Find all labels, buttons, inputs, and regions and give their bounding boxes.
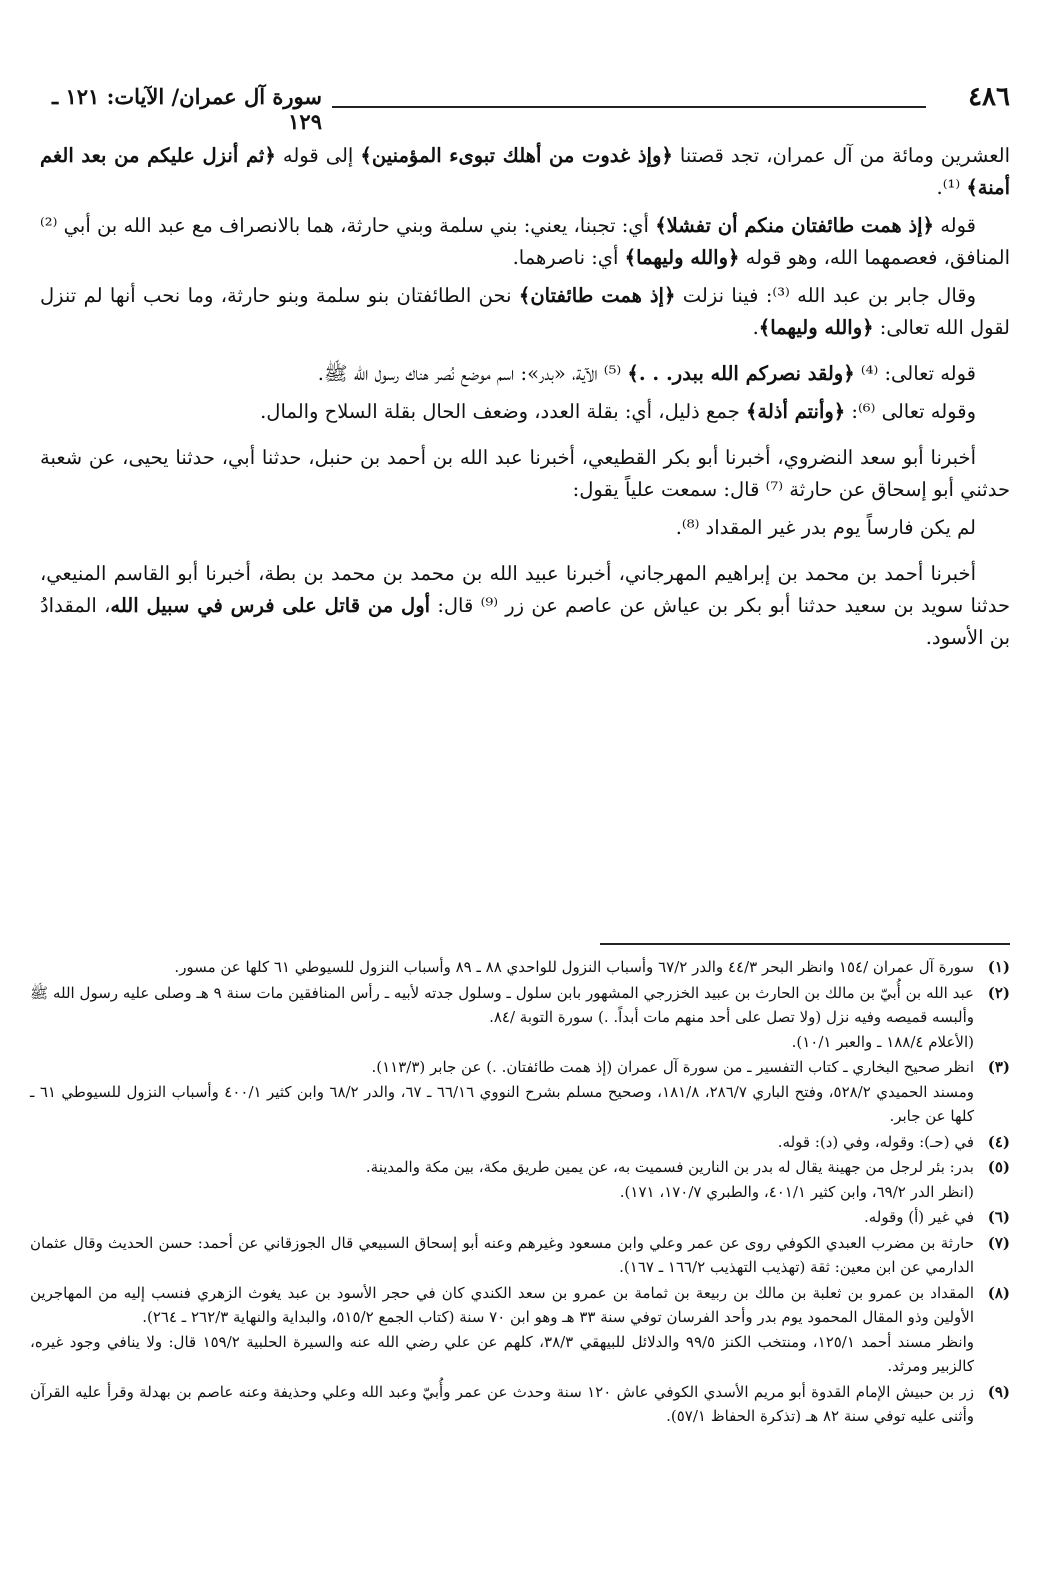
footnote-number: (٨) (987, 1283, 1010, 1302)
footnote-text: في غير (أ) وقوله. (863, 1208, 974, 1226)
footnote-2 (30, 981, 1010, 1055)
footnote-text: زر بن حبيش الإمام القدوة أبو مريم الأسدي الكوفي عاش ١٢٠ سنة وحدث عن عمر وأُبيّ وعبد الله وعلي وحذيفة وعنه عاصم بن بهدلة وقرأ عليه القرآن وأثنى عليه توفي سنة ٨٢ هـ (تذكرة الحفاظ ٥٧/١). (30, 1382, 974, 1425)
footnote-6 (30, 1205, 1010, 1230)
paragraph-7: لم يكن فارساً يوم بدر غير المقداد ⁽⁸⁾. (675, 516, 976, 539)
footnote-number: (٩) (987, 1382, 1010, 1401)
highlighted-saying: أول من قاتل على فرس في سبيل الله (110, 594, 431, 617)
footnote-text: وانظر مسند أحمد ١٢٥/١، ومنتخب الكنز ٩٩/٥ والدلائل للبيهقي ٣٨/٣، كلهم عن علي رضي الله عنه والسيرة الحلبية ١٥٩/٢ قال: ولا ينافي وجود غيره، كالزبير ومرثد. (30, 1332, 974, 1375)
paragraph-5: وقوله تعالى ⁽⁶⁾: ﴿وأنتم أذلة﴾ جمع ذليل، أي: بقلة العدد، وضعف الحال بقلة السلاح والمال. (260, 400, 976, 423)
footnote-8 (30, 1281, 1010, 1379)
quran-verse: ﴿وأنتم أذلة﴾ (745, 400, 846, 423)
paragraph-1: العشرين ومائة من آل عمران، تجد قصتنا ﴿وإذ غدوت من أهلك تبوىء المؤمنين﴾ إلى قوله ﴿ثم أنزل عليكم من بعد الغم أمنة﴾ ⁽¹⁾. (40, 144, 1011, 199)
footnote-number: (٧) (987, 1233, 1010, 1252)
paragraph-2: قوله ﴿إذ همت طائفتان منكم أن تفشلا﴾ أي: تجبنا، يعني: بني سلمة وبني حارثة، هما بالانصراف مع عبد الله بن أبي ⁽²⁾ المنافق، فعصمهما الله، وهو قوله ﴿والله وليهما﴾ أي: ناصرهما. (40, 214, 1010, 269)
footnote-3 (30, 1055, 1010, 1129)
main-text (40, 140, 1010, 660)
footnote-1 (30, 955, 1010, 980)
quran-verse: ﴿ولقد نصركم الله ببدر. . .﴾ (627, 362, 855, 385)
header-rule (332, 106, 926, 108)
footnote-7 (30, 1231, 1010, 1280)
page-number: ٤٨٦ (968, 82, 1010, 112)
footnote-9 (30, 1380, 1010, 1429)
footnote-number: (٢) (987, 983, 1010, 1002)
paragraph-8: أخبرنا أحمد بن محمد بن إبراهيم المهرجاني، أخبرنا عبيد الله بن محمد بن محمد بن بطة، أخبرنا أبو القاسم المنيعي، حدثنا سويد بن سعيد حدثنا أبو بكر بن عياش عن عاصم عن زر ⁽⁹⁾ قال: أول من قاتل على فرس في سبيل الله، المقدادُ بن الأسود. (40, 562, 1010, 649)
footnote-number: (٥) (987, 1158, 1010, 1176)
quran-verse: ﴿ثم أنزل عليكم من بعد الغم أمنة﴾ (40, 144, 1010, 199)
quran-verse: ﴿والله وليهما﴾ (758, 316, 874, 339)
quran-verse: ﴿والله وليهما﴾ (624, 246, 740, 269)
footnote-rule (600, 943, 1010, 945)
running-title: سورة آل عمران/ الآيات: ١٢١ ـ ١٢٩ (52, 84, 322, 134)
footnote-text: بدر: بئر لرجل من جهينة يقال له بدر بن النارين فسميت به، عن يمين طريق مكة، بين مكة والمدينة. (365, 1158, 974, 1176)
paragraph-4: قوله تعالى: ⁽⁴⁾ ﴿ولقد نصركم الله ببدر. . .﴾ ⁽⁵⁾ الآية، «بدر»: اسم موضع نُصر هناك رسول الله ﷺ. (317, 362, 976, 385)
footnote-number: (١) (987, 958, 1010, 976)
quran-verse: ﴿وإذ غدوت من أهلك تبوىء المؤمنين﴾ (360, 144, 673, 167)
footnote-number: (٦) (987, 1208, 1010, 1226)
quran-verse: ﴿إذ همت طائفتان منكم أن تفشلا﴾ (655, 214, 934, 237)
footnote-4 (30, 1130, 1010, 1155)
paragraph-3: وقال جابر بن عبد الله ⁽³⁾: فينا نزلت ﴿إذ همت طائفتان﴾ نحن الطائفتان بنو سلمة وبنو حارثة، وما نحب أنها لم تنزل لقول الله تعالى: ﴿والله وليهما﴾. (40, 284, 1010, 339)
footnote-number: (٣) (987, 1058, 1010, 1076)
footnote-text: في (حـ): وقوله، وفي (د): قوله. (777, 1132, 974, 1151)
footnote-text: ومسند الحميدي ٥٢٨/٢، وفتح الباري ٢٨٦/٧، ١٨١/٨، وصحيح مسلم بشرح النووي ٦٦/١٦ ـ ٦٧، والدر ٦٨/٢ وابن كثير ٤٠٠/١ وأسباب النزول للسيوطي ٦١ ـ كلها عن جابر. (30, 1082, 974, 1125)
quran-verse: ﴿إذ همت طائفتان﴾ (518, 284, 676, 307)
footnote-text: حارثة بن مضرب العبدي الكوفي روى عن عمر وعلي وابن مسعود وغيرهم وعنه أبو إسحاق السبيعي قال الجوزقاني عن أحمد: حسن الحديث وقال عثمان الدارمي عن ابن معين: ثقة (تهذيب التهذيب ١٦٦/٢ ـ ١٦٧). (30, 1233, 974, 1276)
footnote-text: (انظر الدر ٦٩/٢، وابن كثير ٤٠١/١، والطبري ١٧٠/٧، ١٧١). (619, 1182, 974, 1201)
footnotes (30, 955, 1010, 1430)
footnote-text: المقداد بن عمرو بن ثعلبة بن مالك بن ربيعة بن ثمامة بن عمرو بن سعد الكندي كان في حجر الأسود بن عبد يغوث الزهري فنسب إليه من المهاجرين الأولين وذو المقال المحمود يوم بدر وأحد الفرسان توفي سنة ٣٣ هـ وهو ابن ٧٠ سنة (كتاب الجمع ٥١٥/٢، والبداية والنهاية ٢٦٢/٣ ـ ٢٦٤). (30, 1283, 974, 1326)
footnote-text: عبد الله بن أُبيّ بن مالك بن الحارث بن عبيد الخزرجي المشهور بابن سلول ـ وسلول جدته لأبيه ـ رأس المنافقين مات سنة ٩ هـ وصلى عليه رسول الله ﷺ وألبسه قميصه وفيه نزل (ولا تصل على أحد منهم مات أبداً. .) سورة التوبة /٨٤. (30, 983, 975, 1026)
paragraph-6: أخبرنا أبو سعد النضروي، أخبرنا أبو بكر القطيعي، أخبرنا عبد الله بن أحمد بن حنبل، حدثنا أبي، حدثنا يحيى، عن شعبة حدثني أبو إسحاق عن حارثة ⁽⁷⁾ قال: سمعت علياً يقول: (40, 446, 1010, 501)
footnote-5 (30, 1155, 1010, 1204)
footnote-text: (الأعلام ١٨٨/٤ ـ والعبر ١٠/١). (791, 1032, 974, 1051)
page-header (32, 82, 1010, 134)
footnote-text: سورة آل عمران /١٥٤ وانظر البحر ٤٤/٣ والدر ٦٧/٢ وأسباب النزول للواحدي ٨٨ ـ ٨٩ وأسباب النزول للسيوطي ٦١ كلها عن مسور. (174, 958, 974, 976)
footnote-number: (٤) (987, 1132, 1010, 1151)
footnote-text: انظر صحيح البخاري ـ كتاب التفسير ـ من سورة آل عمران (إذ همت طائفتان. .) عن جابر (١١٣/٣). (371, 1058, 974, 1076)
